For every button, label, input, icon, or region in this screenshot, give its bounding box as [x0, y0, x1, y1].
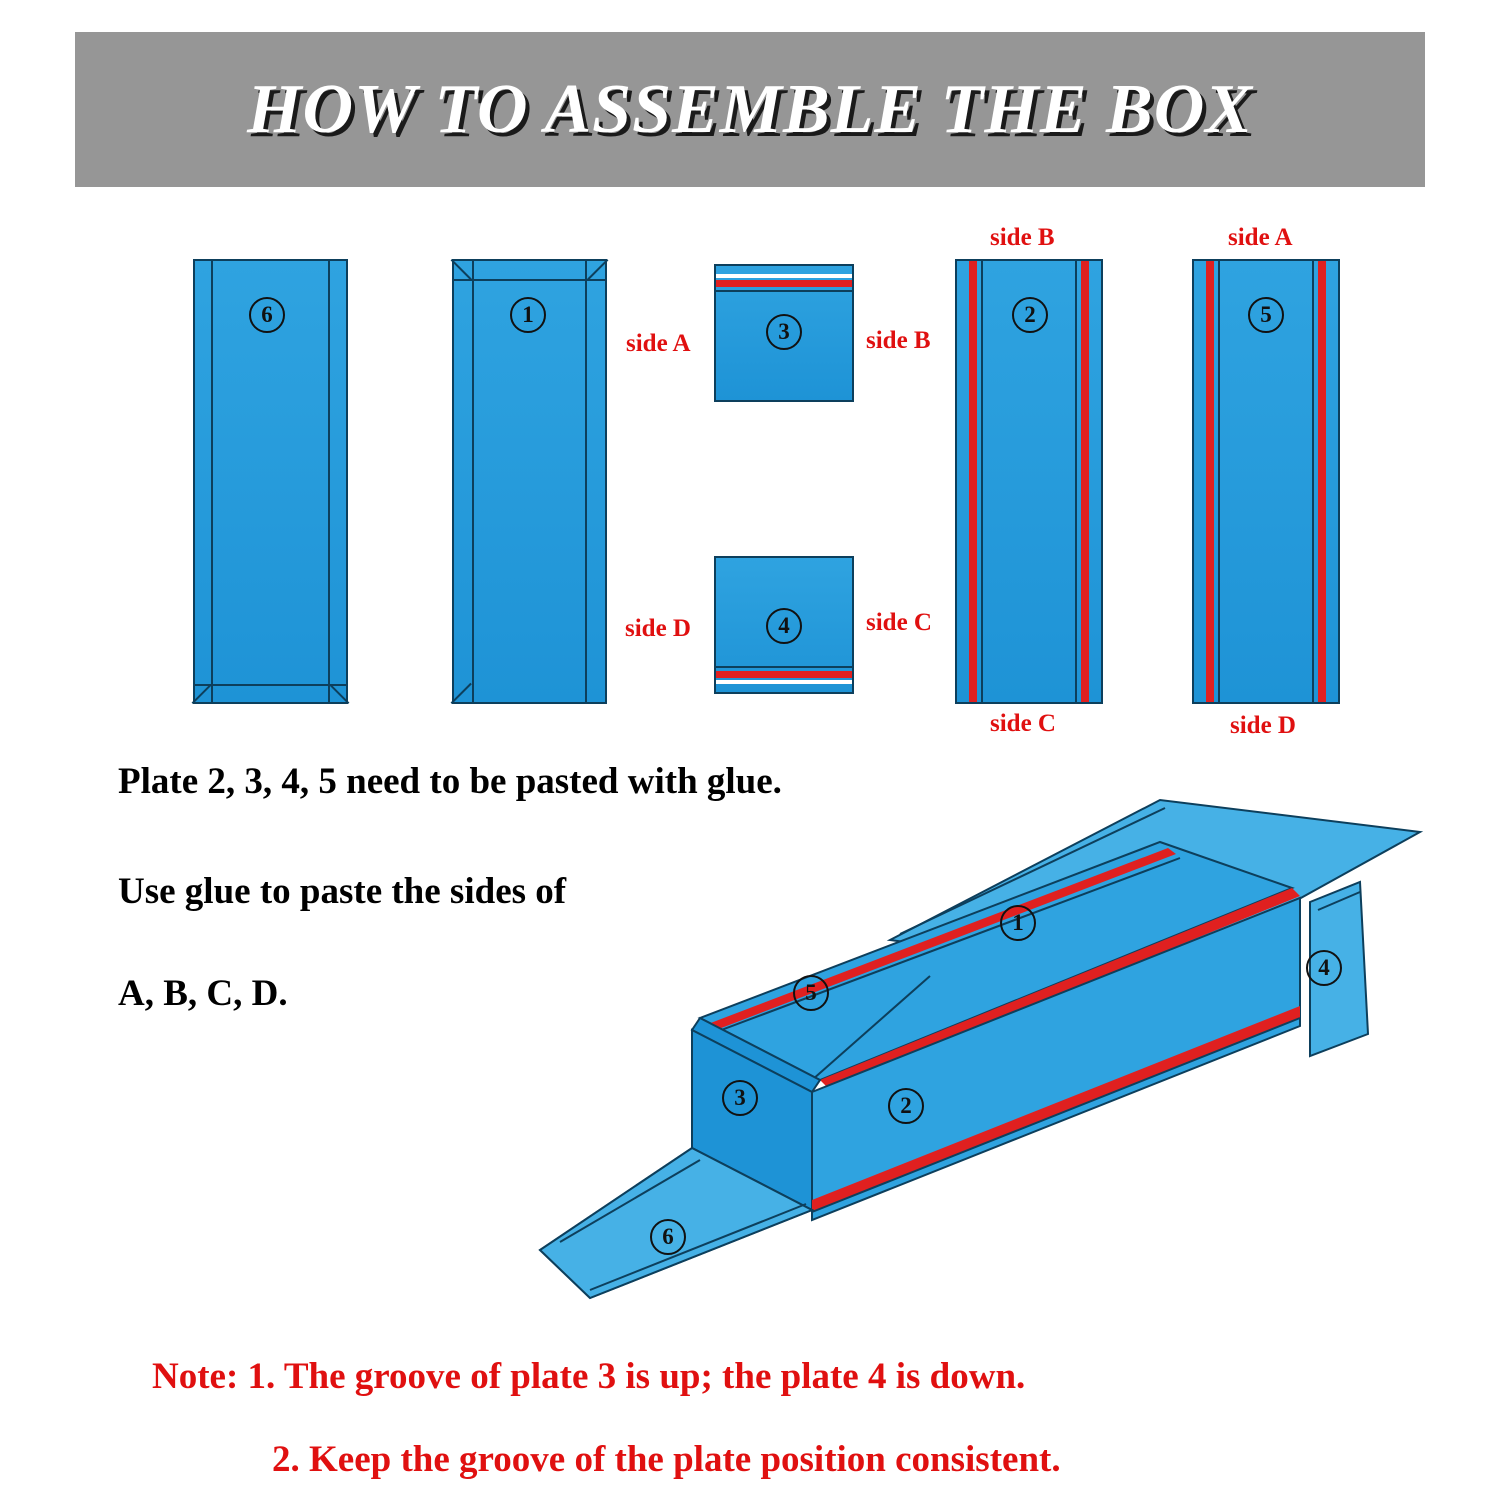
note-line-2: 2. Keep the groove of the plate position consistent.	[272, 1439, 1061, 1480]
assembly-badge-2: 2	[888, 1088, 924, 1124]
plate-4-groove-white	[716, 680, 852, 684]
plate-2-fold-left	[981, 261, 983, 702]
plate-3-groove-white	[716, 274, 852, 278]
plate-5-side-d-label: side D	[1230, 712, 1296, 739]
plate-6-number: 6	[249, 297, 285, 333]
plate-6-fold-right	[328, 261, 330, 702]
plate-5-side-a-label: side A	[1228, 224, 1293, 251]
plate-2-side-c-label: side C	[990, 710, 1056, 737]
plate-2-stripe-left	[969, 261, 977, 702]
plate-1-bevel-tl	[451, 259, 472, 280]
assembly-badge-1: 1	[1000, 905, 1036, 941]
plate-3-side-a-label: side A	[626, 330, 691, 357]
header-banner	[75, 32, 1425, 187]
plate-3-groove-red	[716, 280, 852, 287]
plate-4-side-d-label: side D	[625, 615, 691, 642]
plate-4-side-c-label: side C	[866, 609, 932, 636]
instruction-line-3: A, B, C, D.	[118, 973, 288, 1014]
instruction-line-2: Use glue to paste the sides of	[118, 871, 567, 912]
plate-6-fold-left	[211, 261, 213, 702]
plate-5-fold-left	[1218, 261, 1220, 702]
plate-2-side-b-label: side B	[990, 224, 1055, 251]
page-title: HOW TO ASSEMBLE THE BOX	[247, 70, 1253, 148]
plate-1-bevel-bl	[451, 683, 472, 704]
note-line-1: Note: 1. The groove of plate 3 is up; the plate 4 is down.	[152, 1356, 1026, 1397]
plate-1-number: 1	[510, 297, 546, 333]
plate-5-stripe-right	[1318, 261, 1326, 702]
assembly-badge-6: 6	[650, 1219, 686, 1255]
plate-1-bevel-tr	[587, 259, 608, 280]
plate-6-fold-bottom	[195, 684, 346, 686]
plate-2-number: 2	[1012, 297, 1048, 333]
plate-4-fold-bottom	[716, 666, 852, 668]
plate-2-fold-right	[1075, 261, 1077, 702]
plate-2-stripe-right	[1081, 261, 1089, 702]
plate-6-bevel-bl	[192, 684, 212, 704]
assembly-badge-5: 5	[793, 975, 829, 1011]
plate-3-side-b-label: side B	[866, 327, 931, 354]
plate-4-number: 4	[766, 608, 802, 644]
plate-1-fold-right	[585, 261, 587, 702]
plate-5-number: 5	[1248, 297, 1284, 333]
plate-5-stripe-left	[1206, 261, 1214, 702]
plate-3-number: 3	[766, 314, 802, 350]
plate-6-bevel-br	[330, 684, 350, 704]
plate-5-fold-right	[1312, 261, 1314, 702]
instruction-line-1: Plate 2, 3, 4, 5 need to be pasted with glue.	[118, 761, 782, 802]
assembly-badge-3: 3	[722, 1080, 758, 1116]
plate-4-groove-red	[716, 671, 852, 678]
plate-1-fold-top	[454, 279, 605, 281]
assembly-badge-4: 4	[1306, 950, 1342, 986]
plate-1-fold-left	[472, 261, 474, 702]
plate-3-fold-top	[716, 290, 852, 292]
